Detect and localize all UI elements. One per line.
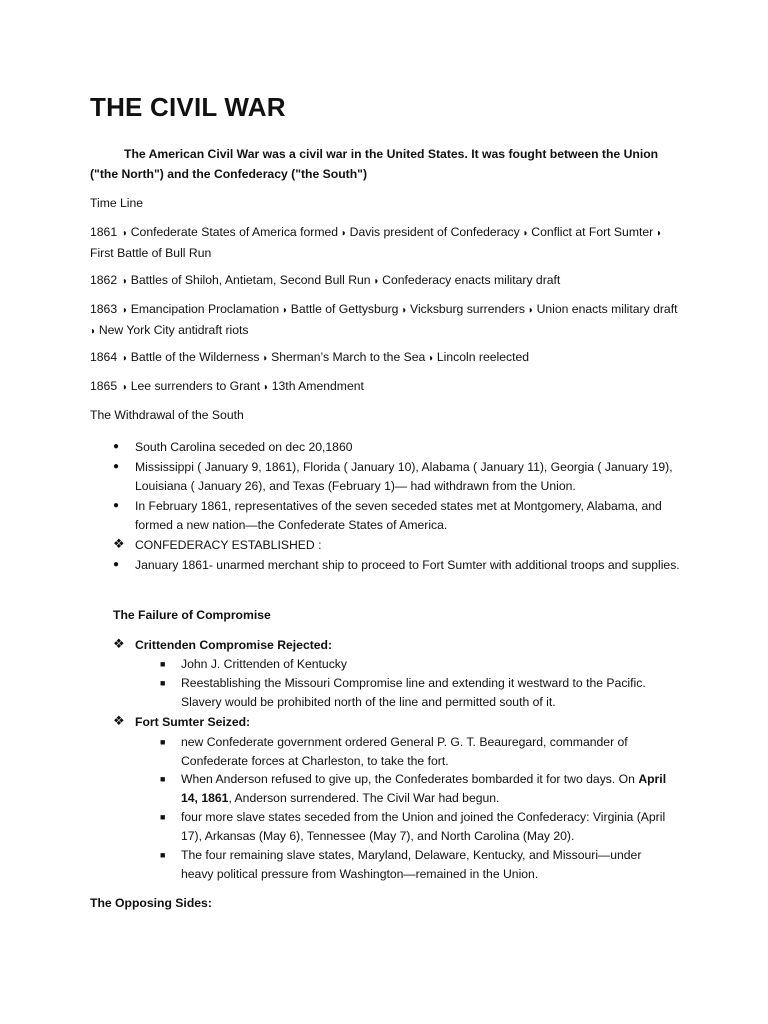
withdrawal-item: South Carolina seceded on dec 20,1860 (135, 440, 353, 454)
withdrawal-item: Mississippi ( January 9, 1861), Florida ( January 10), Alabama ( January 11), Georgia ( January 19), Louisiana ( January 26), and Texas (February 1)— had withdrawn from the Union. (135, 460, 673, 493)
timeline-event: Emancipation Proclamation (130, 302, 280, 316)
timeline-entry-1865 (90, 377, 680, 398)
bullet-icon: ● (113, 441, 120, 452)
timeline-event: 13th Amendment (271, 379, 364, 393)
timeline-separator-icon: ◗ (338, 228, 350, 239)
sumter-item: new Confederate government ordered General P. G. T. Beauregard, commander of Confederate forces at Charleston, to take the fort. (181, 735, 628, 768)
timeline-event: Battles of Shiloh, Antietam, Second Bull Run (130, 273, 371, 287)
sumter-item-text: , Anderson surrendered. The Civil War had begun. (228, 791, 500, 805)
sumter-item: four more slave states seceded from the Union and joined the Confederacy: Virginia (April 17), Arkansas (May 6), Tennessee (May 7), and North Carolina (May 20). (181, 810, 666, 843)
timeline-separator-icon: ◗ (119, 353, 131, 364)
timeline-separator-icon: ◗ (279, 305, 291, 316)
timeline-year: 1862 (90, 273, 118, 287)
timeline-event: Lee surrenders to Grant (130, 379, 261, 393)
sumter-item-text: When Anderson refused to give up, the Confederates bombarded it for two days. On (181, 772, 639, 786)
timeline-event: Conflict at Fort Sumter (531, 225, 654, 239)
timeline-entry-1864 (90, 348, 680, 369)
timeline-event: Confederacy enacts military draft (382, 273, 561, 287)
timeline-event: First Battle of Bull Run (90, 245, 212, 260)
crittenden-item: John J. Crittenden of Kentucky (181, 657, 347, 671)
bullet-icon: ● (113, 500, 120, 511)
timeline-separator-icon: ◗ (119, 382, 131, 393)
timeline-year: 1864 (90, 350, 118, 364)
timeline-event: Battle of Gettysburg (290, 302, 399, 316)
timeline-separator-icon: ◗ (119, 228, 131, 239)
timeline-separator-icon: ◗ (519, 228, 532, 239)
sumter-item: The four remaining slave states, Maryland, Delaware, Kentucky, and Missouri—under heavy political pressure from Washington—remained in the Union. (181, 848, 642, 881)
square-bullet-icon: ■ (160, 812, 166, 822)
square-bullet-icon: ■ (160, 659, 166, 669)
timeline-event: Lincoln reelected (436, 350, 530, 364)
diamond-bullet-icon: ❖ (113, 713, 125, 728)
confederacy-established-label: CONFEDERACY ESTABLISHED : (135, 538, 322, 552)
crittenden-heading: Crittenden Compromise Rejected: (135, 638, 333, 652)
bullet-icon: ● (113, 461, 120, 472)
square-bullet-icon: ■ (160, 774, 166, 784)
sumter-heading: Fort Sumter Seized: (135, 715, 251, 729)
timeline-event: New York City antidraft riots (98, 322, 249, 337)
surrender-date: April 14, 1861 (181, 772, 667, 805)
intro-paragraph (90, 145, 680, 184)
withdrawal-heading: The Withdrawal of the South (90, 408, 244, 422)
intro-text: The American Civil War was a civil war in the United States. It was fought between the Union ("the North") and the Confederacy ("the South") (90, 147, 659, 181)
crittenden-item: Reestablishing the Missouri Compromise line and extending it westward to the Pacific. Slavery would be prohibited north of the line and permitted south of it. (181, 676, 646, 709)
sumter-item (181, 770, 671, 808)
timeline-entry-1861 (90, 223, 680, 263)
opposing-sides-heading: The Opposing Sides: (90, 896, 212, 910)
square-bullet-icon: ■ (160, 737, 166, 747)
timeline-year: 1863 (90, 302, 118, 316)
square-bullet-icon: ■ (160, 850, 166, 860)
timeline-event: Union enacts military draft (536, 302, 678, 316)
timeline-event: Confederate States of America formed (130, 225, 339, 239)
timeline-separator-icon: ◗ (260, 382, 272, 393)
document-title: THE CIVIL WAR (90, 92, 286, 122)
timeline-separator-icon: ◗ (425, 353, 437, 364)
timeline-heading: Time Line (90, 196, 144, 210)
bullet-icon: ● (113, 559, 120, 570)
diamond-bullet-icon: ❖ (113, 536, 125, 551)
timeline-event: Davis president of Confederacy (349, 225, 520, 239)
timeline-year: 1861 (90, 225, 118, 239)
timeline-event: Sherman’s March to the Sea (271, 350, 426, 364)
timeline-separator-icon: ◗ (119, 276, 131, 287)
square-bullet-icon: ■ (160, 678, 166, 688)
timeline-separator-icon: ◗ (524, 305, 537, 316)
timeline-separator-icon: ◗ (259, 353, 272, 364)
timeline-event: Battle of the Wilderness (130, 350, 260, 364)
timeline-separator-icon: ◗ (653, 228, 663, 239)
timeline-entry-1863 (90, 300, 680, 341)
timeline-separator-icon: ◗ (90, 325, 99, 337)
timeline-year: 1865 (90, 379, 118, 393)
confederacy-item: January 1861- unarmed merchant ship to proceed to Fort Sumter with additional troops and supplies. (135, 558, 680, 572)
timeline-entry-1862 (90, 271, 680, 292)
timeline-separator-icon: ◗ (370, 276, 383, 287)
withdrawal-item: In February 1861, representatives of the seven seceded states met at Montgomery, Alabama, and formed a new nation—the Confederate States of America. (135, 499, 662, 532)
timeline-separator-icon: ◗ (119, 305, 131, 316)
timeline-event: Vicksburg surrenders (410, 302, 525, 316)
diamond-bullet-icon: ❖ (113, 636, 125, 651)
timeline-separator-icon: ◗ (398, 305, 411, 316)
failure-heading: The Failure of Compromise (113, 608, 271, 622)
